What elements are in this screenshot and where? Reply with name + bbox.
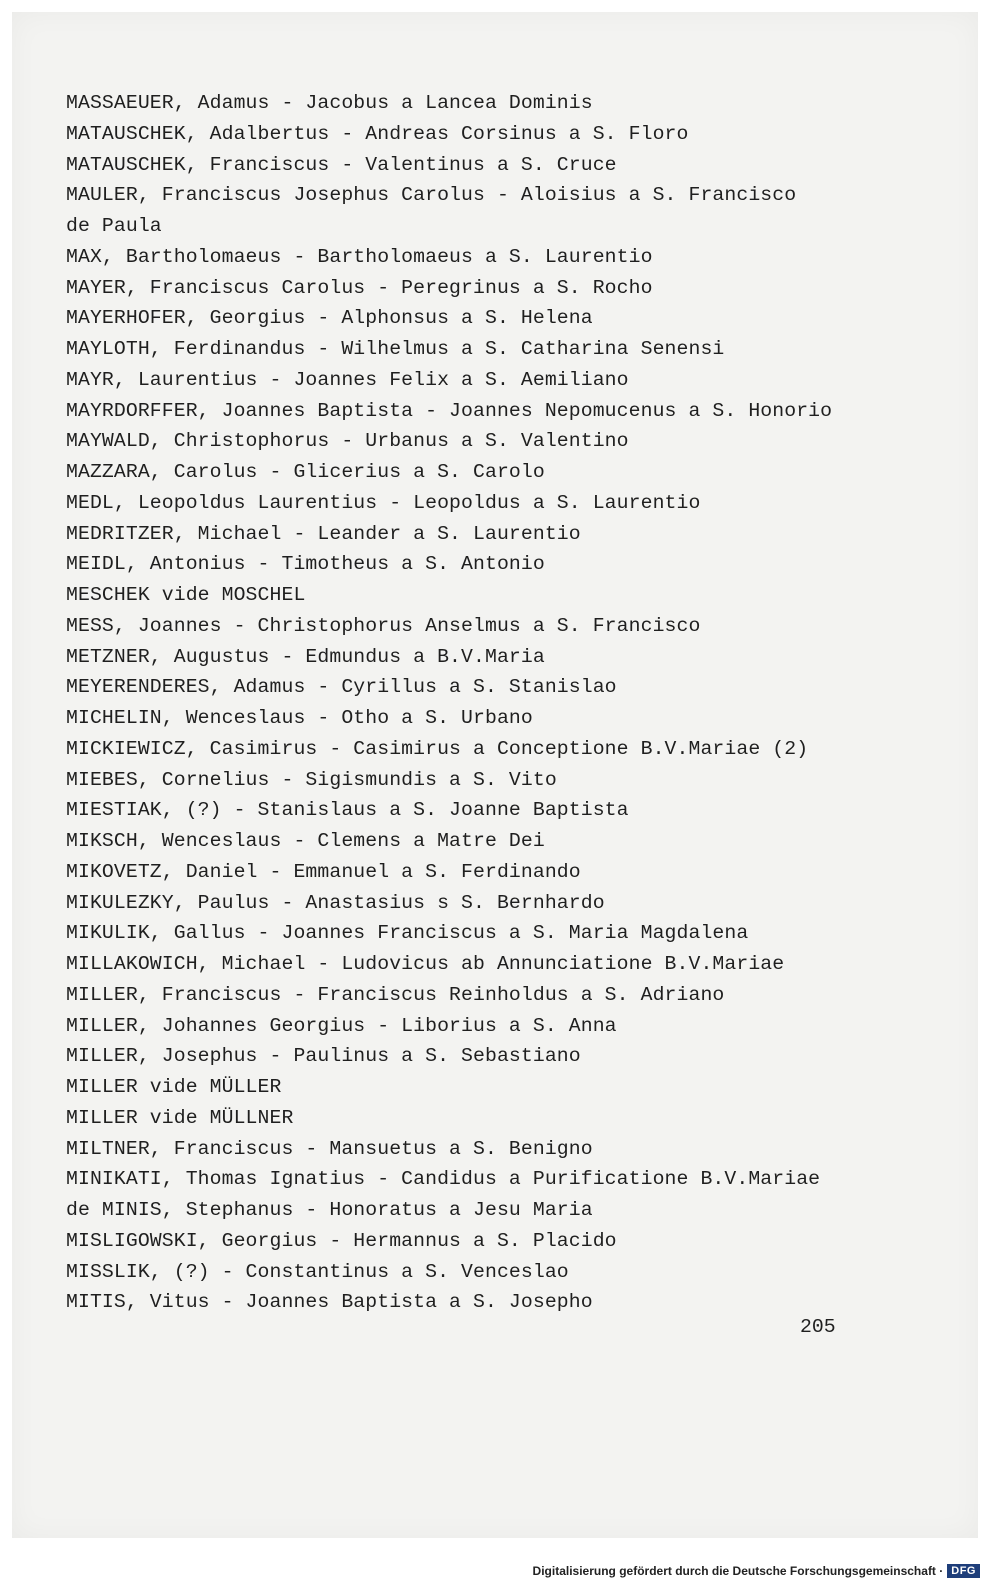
page-number: 205 [800,1316,836,1338]
list-item: MEYERENDERES, Adamus - Cyrillus a S. Stanislao [66,676,617,699]
name-index-list [66,88,946,1318]
footer-credit-text: Digitalisierung gefördert durch die Deutsche Forschungsgemeinschaft · [532,1564,944,1578]
list-item: MILLER, Franciscus - Franciscus Reinholdus a S. Adriano [66,983,725,1006]
footer [533,1564,980,1578]
list-item: MIKOVETZ, Daniel - Emmanuel a S. Ferdinando [66,860,581,883]
list-item: MIKSCH, Wenceslaus - Clemens a Matre Dei [66,830,545,852]
dfg-logo: DFG [947,1564,980,1578]
list-item: MAYRDORFFER, Joannes Baptista - Joannes Nepomucenus a S. Honorio [66,399,833,422]
list-item: de Paula [66,215,162,237]
list-item: MESS, Joannes - Christophorus Anselmus a S. Francisco [66,614,701,637]
list-item: MASSAEUER, Adamus - Jacobus a Lancea Dominis [66,92,593,114]
list-item: MICKIEWICZ, Casimirus - Casimirus a Conceptione B.V.Mariae (2) [66,737,809,760]
list-item: MILLAKOWICH, Michael - Ludovicus ab Annunciatione B.V.Mariae [66,953,785,975]
list-item: MATAUSCHEK, Franciscus - Valentinus a S. Cruce [66,153,617,176]
list-item: MIKULEZKY, Paulus - Anastasius s S. Bernhardo [66,891,605,914]
list-item: MEIDL, Antonius - Timotheus a S. Antonio [66,553,545,576]
list-item: MAYLOTH, Ferdinandus - Wilhelmus a S. Catharina Senensi [66,338,725,360]
list-item: de MINIS, Stephanus - Honoratus a Jesu Maria [66,1199,593,1221]
list-item: MAYR, Laurentius - Joannes Felix a S. Aemiliano [66,368,629,391]
list-item: MIEBES, Cornelius - Sigismundis a S. Vito [66,768,557,791]
list-item: MAX, Bartholomaeus - Bartholomaeus a S. Laurentio [66,245,653,268]
list-item: MAYWALD, Christophorus - Urbanus a S. Valentino [66,430,629,453]
list-item: MILLER vide MÜLLNER [66,1106,294,1129]
list-item: MILTNER, Franciscus - Mansuetus a S. Benigno [66,1137,593,1160]
list-item: MITIS, Vitus - Joannes Baptista a S. Josepho [66,1291,593,1314]
list-item: MAZZARA, Carolus - Glicerius a S. Carolo [66,461,545,483]
list-item: MIESTIAK, (?) - Stanislaus a S. Joanne Baptista [66,799,629,822]
list-item: MILLER vide MÜLLER [66,1076,282,1098]
list-item: MAYERHOFER, Georgius - Alphonsus a S. Helena [66,307,593,330]
list-item: MESCHEK vide MOSCHEL [66,584,306,606]
list-item: METZNER, Augustus - Edmundus a B.V.Maria [66,645,545,668]
list-item: MISLIGOWSKI, Georgius - Hermannus a S. Placido [66,1229,617,1252]
list-item: MAYER, Franciscus Carolus - Peregrinus a S. Rocho [66,276,653,299]
list-item: MEDL, Leopoldus Laurentius - Leopoldus a S. Laurentio [66,491,701,514]
list-item: MILLER, Johannes Georgius - Liborius a S. Anna [66,1014,617,1037]
list-item: MILLER, Josephus - Paulinus a S. Sebastiano [66,1045,581,1068]
list-item: MAULER, Franciscus Josephus Carolus - Aloisius a S. Francisco [66,184,797,207]
list-item: MISSLIK, (?) - Constantinus a S. Venceslao [66,1260,569,1283]
list-item: MEDRITZER, Michael - Leander a S. Laurentio [66,522,581,545]
list-item: MINIKATI, Thomas Ignatius - Candidus a Purificatione B.V.Mariae [66,1168,821,1191]
list-item: MIKULIK, Gallus - Joannes Franciscus a S. Maria Magdalena [66,922,749,945]
list-item: MICHELIN, Wenceslaus - Otho a S. Urbano [66,707,533,729]
list-item: MATAUSCHEK, Adalbertus - Andreas Corsinus a S. Floro [66,122,689,145]
